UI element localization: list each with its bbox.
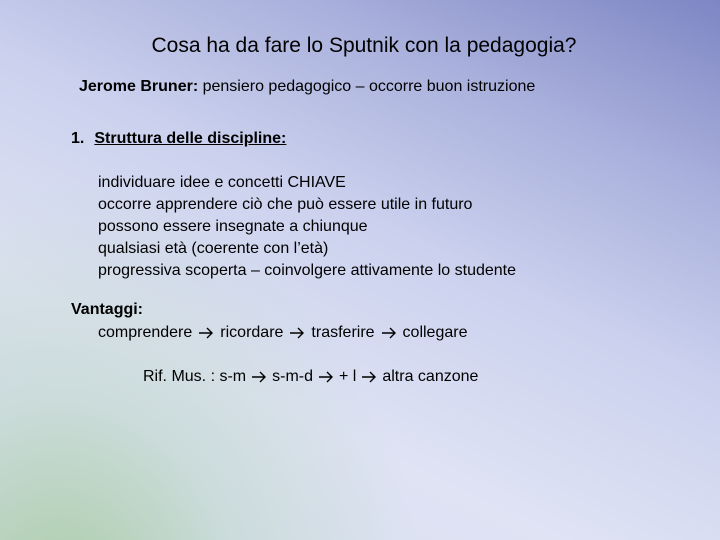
list-item: occorre apprendere ciò che può essere utile in futuro xyxy=(98,196,473,213)
vantaggi-step: ricordare xyxy=(220,324,284,341)
rif-step: + l xyxy=(339,368,357,385)
list-item: qualsiasi età (coerente con l’età) xyxy=(98,240,329,257)
vantaggi-label: Vantaggi: xyxy=(71,301,144,318)
vantaggi-step: trasferire xyxy=(311,324,375,341)
vantaggi-step: comprendere xyxy=(98,324,193,341)
subtitle-author: Jerome Bruner: xyxy=(79,78,199,95)
arrow-right-icon xyxy=(318,370,334,384)
slide-subtitle xyxy=(79,78,535,96)
list-item: progressiva scoperta – coinvolgere attivamente lo studente xyxy=(98,262,517,279)
rif-mus-chain xyxy=(143,368,478,386)
list-item: individuare idee e concetti CHIAVE xyxy=(98,174,346,191)
section-heading xyxy=(71,130,286,148)
section-label: Struttura delle discipline: xyxy=(94,130,287,147)
rif-prefix: Rif. Mus. : s-m xyxy=(143,368,247,385)
arrow-right-icon xyxy=(381,326,397,340)
slide-title: Cosa ha da fare lo Sputnik con la pedagogia? xyxy=(151,34,577,57)
arrow-right-icon xyxy=(198,326,214,340)
vantaggi-chain xyxy=(98,324,467,342)
arrow-right-icon xyxy=(251,370,267,384)
arrow-right-icon xyxy=(361,370,377,384)
subtitle-text: pensiero pedagogico – occorre buon istruzione xyxy=(198,78,536,95)
vantaggi-step: collegare xyxy=(402,324,468,341)
rif-step: altra canzone xyxy=(382,368,479,385)
section-number: 1. xyxy=(71,130,85,147)
arrow-right-icon xyxy=(289,326,305,340)
bullet-list xyxy=(98,172,516,282)
rif-step: s-m-d xyxy=(272,368,313,385)
list-item: possono essere insegnate a chiunque xyxy=(98,218,368,235)
